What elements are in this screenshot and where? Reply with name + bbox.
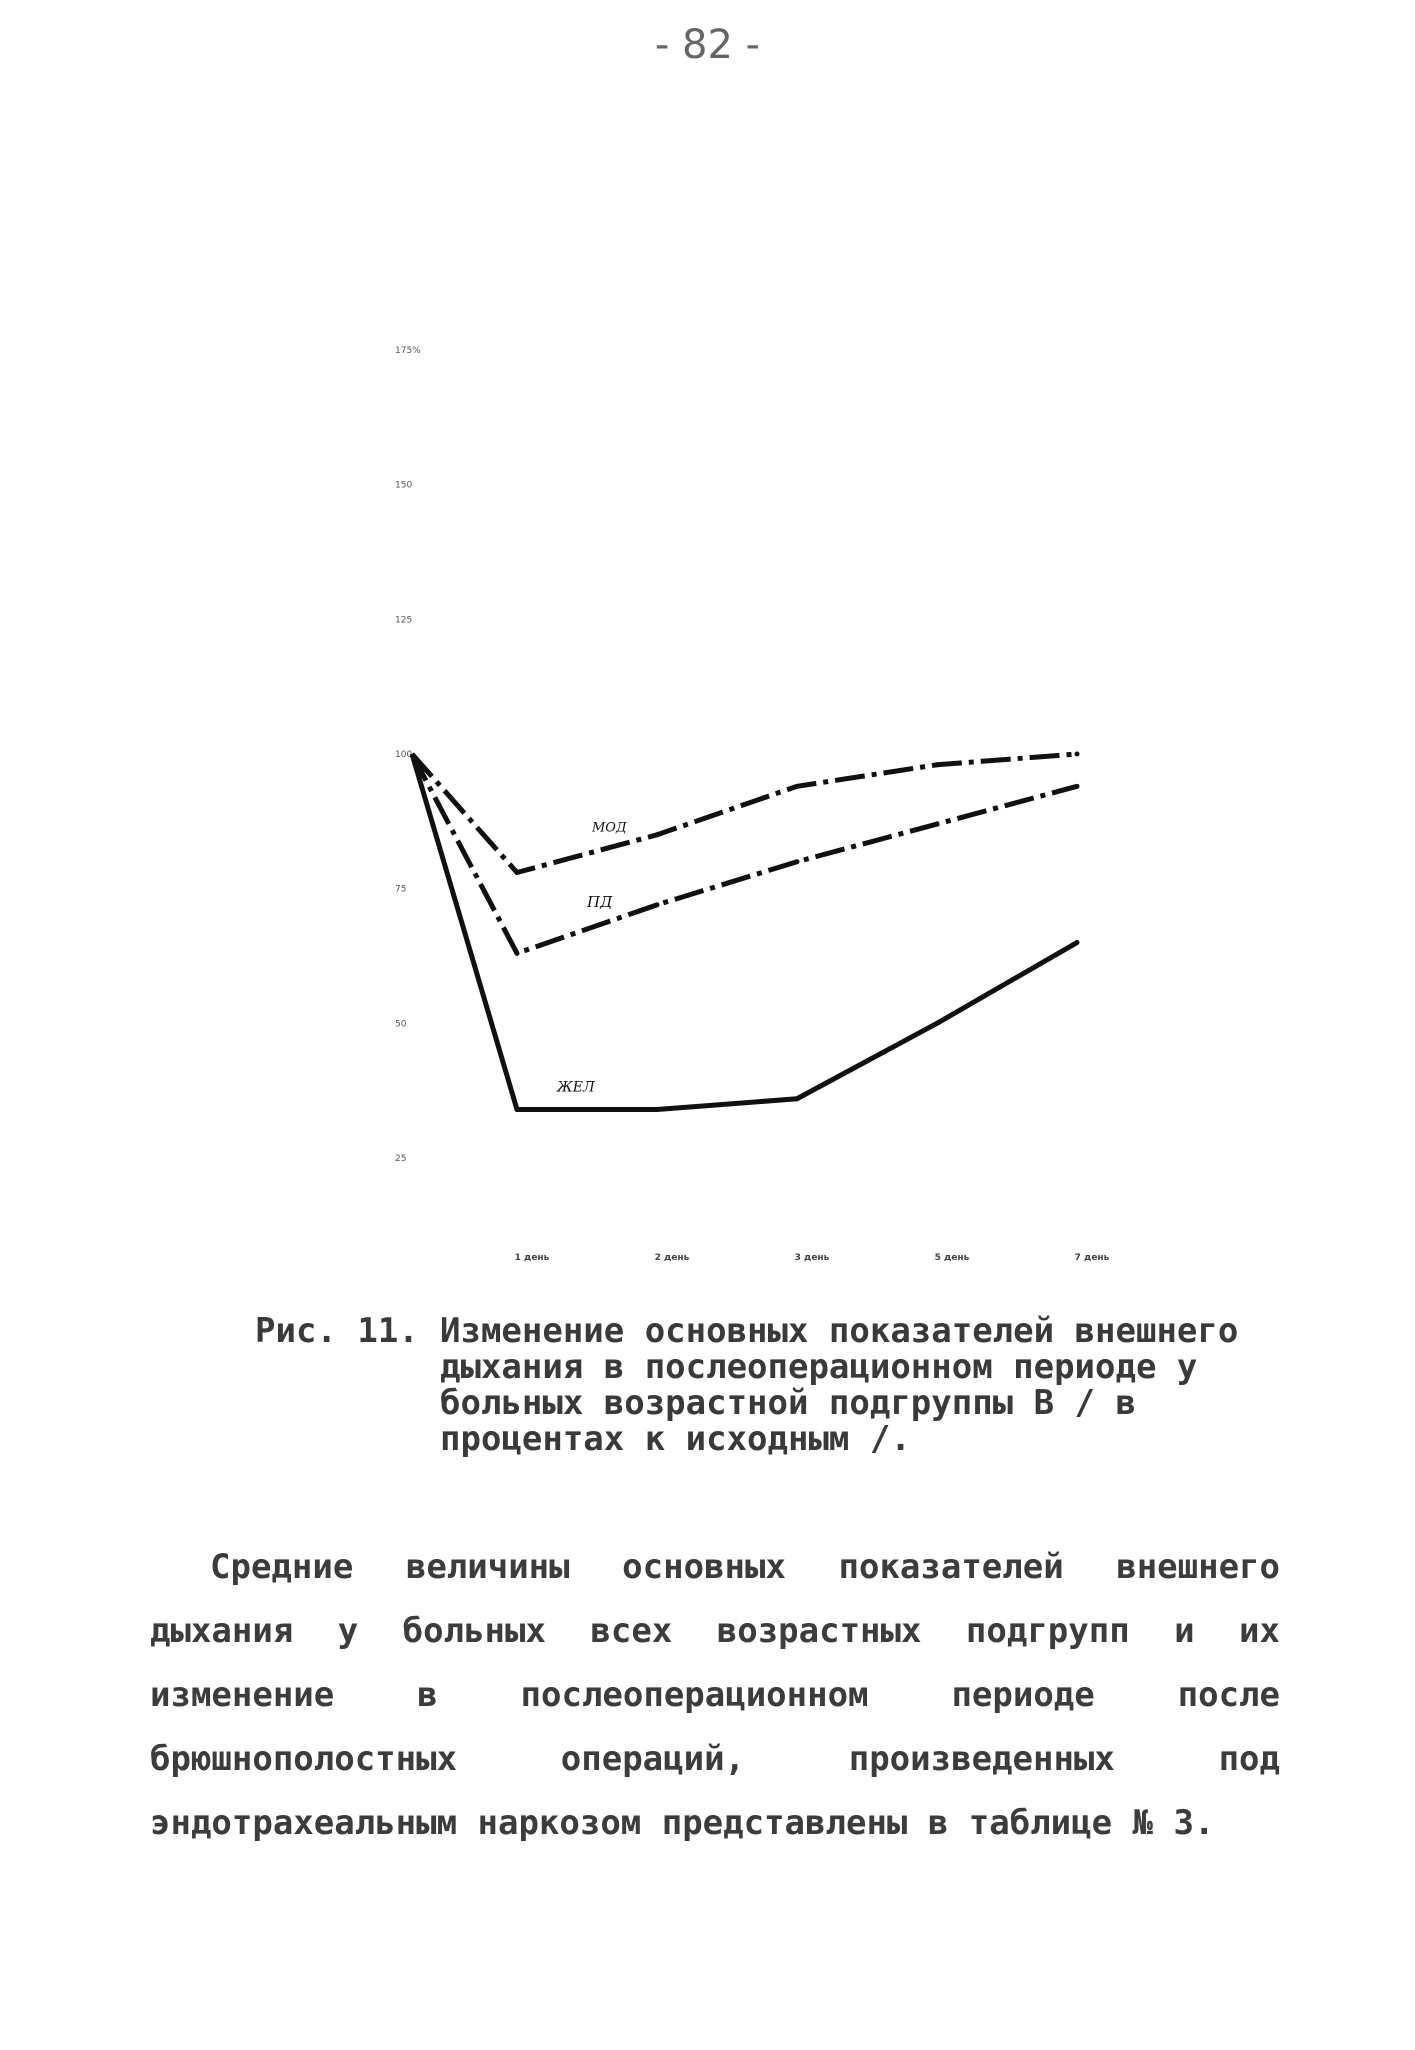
data-point [515, 870, 520, 875]
data-point [935, 762, 940, 767]
x-tick-label: 1 день [514, 1253, 550, 1263]
y-tick-label: 25 [395, 1154, 407, 1164]
page-number: - 82 - [654, 22, 761, 68]
series-line-3 [412, 754, 1077, 1110]
y-tick-label: 75 [395, 884, 407, 895]
data-point [1075, 752, 1080, 757]
x-axis-ticks [515, 1253, 1110, 1263]
figure-caption-text: Изменение основных показателей внешнего дыхания в послеоперационном периоде у больных возрастной подгруппы В / в процентах к исходным /. [440, 1311, 1239, 1459]
y-tick-label: 175% [395, 346, 421, 356]
data-point [655, 1107, 660, 1112]
series-label: ЖЕЛ [557, 1079, 595, 1096]
x-tick-label: 7 день [1074, 1253, 1110, 1263]
y-tick-label: 150 [395, 480, 413, 491]
data-point [1075, 940, 1080, 945]
data-point [515, 951, 520, 956]
body-paragraph: Средние величины основных показателей внешнего дыхания у больных всех возрастных подгрупп и их изменение в послеоперационном периоде после брюшнополостных операций, произведенных под эндотрахеальным наркозом представлены в таблице № 3. [150, 1547, 1280, 1843]
data-point [795, 1096, 800, 1101]
series-line-2 [412, 754, 1077, 953]
data-point [795, 859, 800, 864]
data-point [655, 902, 660, 907]
data-point [935, 1021, 940, 1026]
y-tick-label: 100 [395, 750, 413, 760]
series-label: МОД [592, 820, 627, 836]
x-tick-label: 3 день [794, 1253, 830, 1263]
data-point [795, 784, 800, 789]
data-point [935, 822, 940, 827]
series-lines [412, 752, 1080, 1113]
y-tick-label: 125 [395, 615, 413, 626]
series-labels [556, 821, 627, 1096]
figure-label: Рис. 11. [255, 1311, 419, 1351]
data-point [1075, 784, 1080, 789]
x-tick-label: 5 день [934, 1253, 970, 1263]
data-point [655, 832, 660, 837]
data-point [515, 1107, 520, 1112]
y-axis-ticks [395, 346, 421, 1164]
y-tick-label: 50 [395, 1019, 407, 1030]
series-label: ПД [587, 893, 613, 912]
x-tick-label: 2 день [654, 1253, 690, 1263]
